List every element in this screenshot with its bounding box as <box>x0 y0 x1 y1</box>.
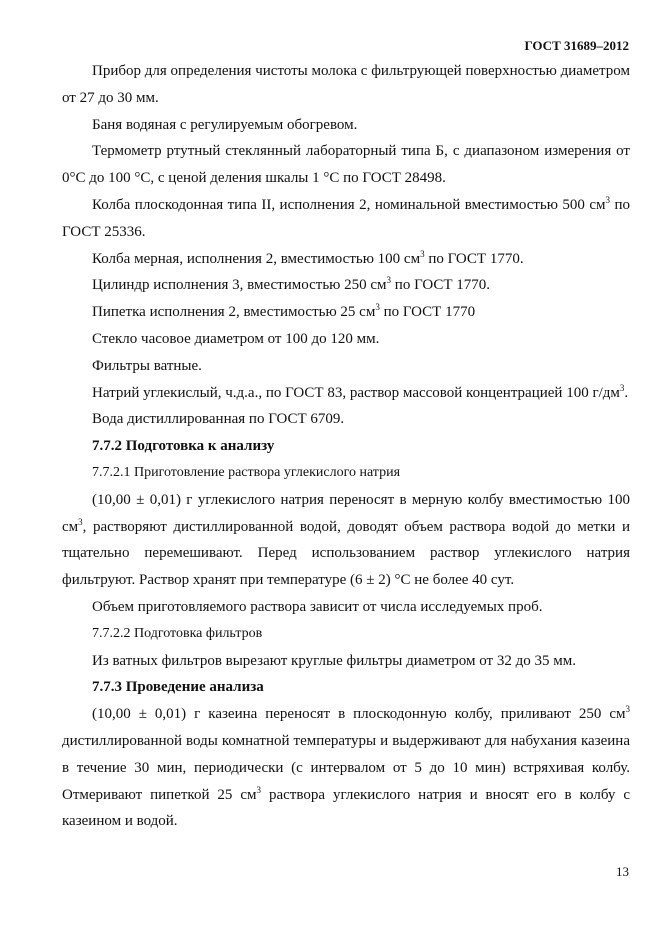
document-body <box>62 58 630 835</box>
document-header: ГОСТ 31689–2012 <box>524 38 629 53</box>
paragraph-water-bath: Баня водяная с регулируемым обогревом. <box>92 116 358 133</box>
paragraph-watch-glass: Стекло часовое диаметром от 100 до 120 мм. <box>92 330 380 347</box>
paragraph-filters: Фильтры ватные. <box>92 357 202 374</box>
subsection-heading-filters: 7.7.2.2 Подготовка фильтров <box>92 625 263 641</box>
paragraph-filters-cut: Из ватных фильтров вырезают круглые фильтры диаметром от 32 до 35 мм. <box>92 652 576 669</box>
paragraph-distilled-water: Вода дистиллированная по ГОСТ 6709. <box>92 411 345 428</box>
paragraph-analysis: (10,00 ± 0,01) г казеина переносят в плоскодонную колбу, приливают 250 $см^3$ дистиллированной воды комнатной температуры и выдерживают для набухания казеина в течение 30 мин, периодически (с интервалом от 5 до 10 мин) встряхивая колбу. Отмеривают пипеткой 25 $см^3$ раствора углекислого натрия и вносят его в колбу с казеином и водой. <box>62 704 631 830</box>
paragraph-instrument: Прибор для определения чистоты молока с фильтрующей поверхностью диаметром от 27 до 30 мм. <box>62 63 630 106</box>
section-heading-preparation: 7.7.2 Подготовка к анализу <box>92 438 275 455</box>
paragraph-solution-volume: Объем приготовляемого раствора зависит от числа исследуемых проб. <box>92 598 543 615</box>
paragraph-pipette: Пипетка исполнения 2, вместимостью 25 $см^3$ по ГОСТ 1770 <box>92 302 476 321</box>
paragraph-solution-prep: (10,00 ± 0,01) г углекислого натрия переносят в мерную колбу вместимостью 100 $см^3$, растворяют дистиллированной водой, доводят объем раствора водой до метки и тщательно перемешивают. Перед использованием раствор углекислого натрия фильтруют. Раствор хранят при температуре (6 ± 2) °С не более 40 сут. <box>62 491 630 589</box>
paragraph-flask-flat: Колба плоскодонная типа II, исполнения 2, номинальной вместимостью 500 $см^3$ по ГОСТ 25336. <box>62 194 630 240</box>
paragraph-cylinder: Цилиндр исполнения 3, вместимостью 250 $см^3$ по ГОСТ 1770. <box>92 275 491 294</box>
section-heading-analysis: 7.7.3 Проведение анализа <box>92 679 264 696</box>
paragraph-thermometer: Термометр ртутный стеклянный лабораторный типа Б, с диапазоном измерения от 0°С до 100 °С, с ценой деления шкалы 1 °С по ГОСТ 28498. <box>62 143 630 187</box>
paragraph-sodium-carbonate: Натрий углекислый, ч.д.а., по ГОСТ 83, раствор массовой концентрацией 100 $г/дм^3$. <box>92 382 629 401</box>
page-number: 13 <box>616 864 629 879</box>
subsection-heading-solution: 7.7.2.1 Приготовление раствора углекислого натрия <box>92 464 401 480</box>
paragraph-flask-volumetric: Колба мерная, исполнения 2, вместимостью 100 $см^3$ по ГОСТ 1770. <box>92 248 524 267</box>
